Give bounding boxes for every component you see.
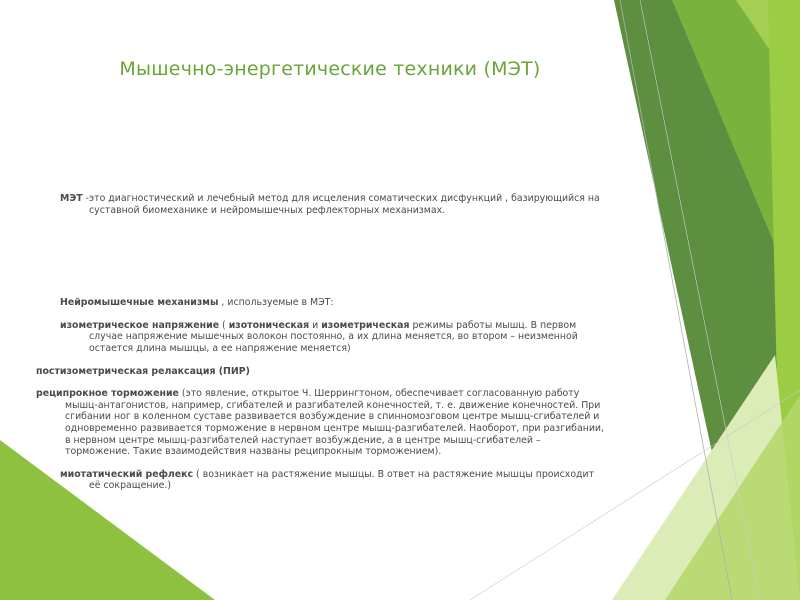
definition-paragraph [60,193,605,216]
pir-term: постизометрическая релаксация (ПИР) [36,365,250,377]
mechanisms-heading [60,297,605,309]
reciprocal-term: реципрокное торможение [36,388,179,400]
myotatic-term: миотатический рефлекс [60,468,194,480]
isometric-bold-2: изометрическая [321,319,410,331]
slide-title: Мышечно-энергетические техники (МЭТ) [119,58,541,80]
reciprocal-paragraph [36,388,605,458]
isometric-text-1: ( [219,319,229,331]
isometric-term: изометрическое напряжение [60,319,220,331]
myotatic-text: ( возникает на растяжение мышцы. В ответ на растяжение мышцы происходит её сокращение.) [89,468,595,492]
slide-body [36,193,605,492]
mechanisms-heading-text: , используемые в МЭТ: [218,297,334,309]
isometric-text-2: и [309,319,322,331]
pir-paragraph [36,365,605,378]
isometric-paragraph [60,320,605,355]
myotatic-paragraph [60,469,605,492]
isometric-text-3: режимы работы мышц. В первом случае напряжение мышечных волокон постоянно, а их длина меняется, во втором – неизменной остается длина мышцы, а ее напряжение меняется) [89,319,578,354]
definition-term: МЭТ [60,193,83,204]
mechanisms-heading-bold: Нейромышечные механизмы [60,297,219,309]
isometric-bold-1: изотоническая [228,319,310,331]
reciprocal-text: (это явление, открытое Ч. Шеррингтоном, обеспечивает согласованную работу мышц-антагонистов, например, сгибателей и разгибателей конечностей, т. е. движение конечностей. При сгибании ног в коленном суставе развивается возбуждение в спинномозговом центре мышц-сгибателей и одновременно развивается торможение в нервном центре мышц-разгибателей. Наоборот, при разгибании, в нервном центре мышц-разгибателей наступает возбуждение, а в центре мышц-сгибателей – торможение. Такие взаимодействия названы реципрокным торможением). [65,388,605,458]
definition-text: -это диагностический и лечебный метод для исцеления соматических дисфункций , базирующийся на суставной биомеханике и нейромышечных рефлекторных механизмах. [82,193,600,216]
